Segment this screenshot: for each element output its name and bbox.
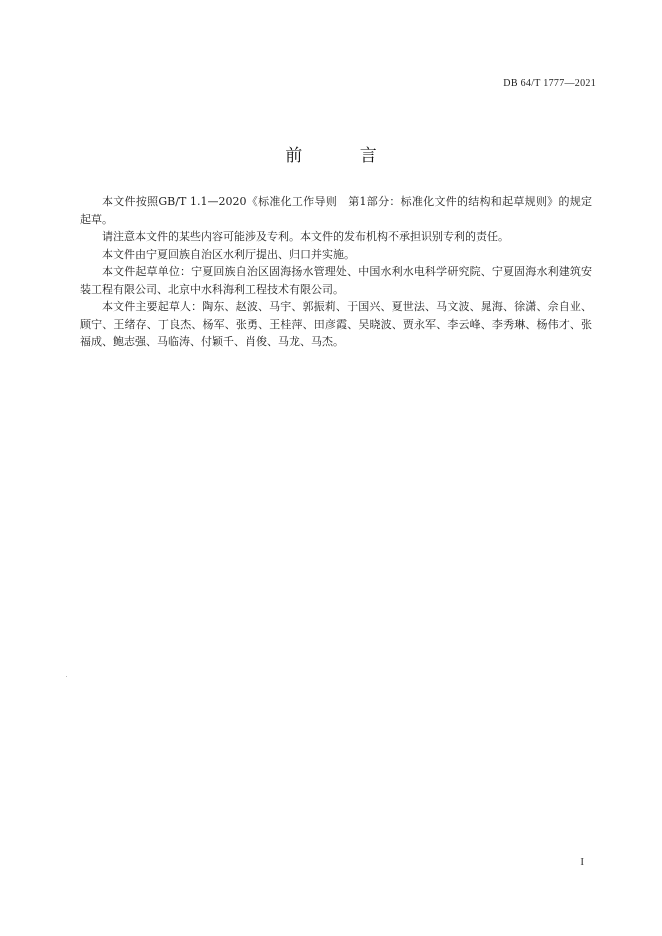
page-title: 前 言: [285, 146, 403, 166]
scan-speck: [66, 676, 67, 677]
paragraph-proposer: 本文件由宁夏回族自治区水利厅提出、归口并实施。: [102, 247, 355, 261]
paragraph-patent-notice: 请注意本文件的某些内容可能涉及专利。本文件的发布机构不承担识别专利的责任。: [102, 230, 509, 243]
document-number: DB 64/T 1777—2021: [503, 78, 596, 89]
foreword-body: [80, 193, 592, 351]
paragraph-drafters: 本文件主要起草人：陶东、赵波、马宇、郭振莉、于国兴、夏世法、马文波、晁海、徐潇、佘自业、顾宁、王绪存、丁良杰、杨军、张勇、王桂萍、田彦霞、吴晓波、贾永军、李云峰、李秀琳、杨伟才、张福成、鲍志强、马临涛、付颖千、肖俊、马龙、马杰。: [80, 300, 592, 348]
page-number: I: [580, 856, 584, 868]
paragraph-drafting-units: 本文件起草单位：宁夏回族自治区固海扬水管理处、中国水利水电科学研究院、宁夏固海水利建筑安装工程有限公司、北京中水科海利工程技术有限公司。: [80, 265, 592, 296]
paragraph-drafting-rules: 本文件按照GB/T 1.1—2020《标准化工作导则 第1部分：标准化文件的结构和起草规则》的规定起草。: [80, 195, 592, 226]
